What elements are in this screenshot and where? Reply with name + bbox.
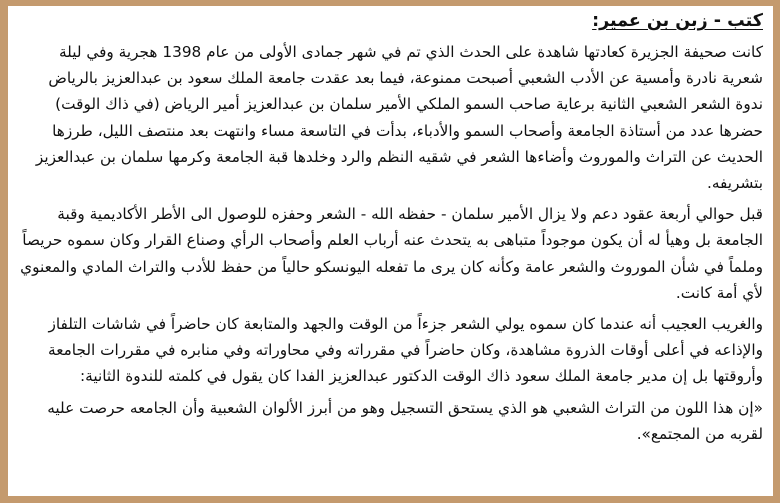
article-quote: «إن هذا اللون من التراث الشعبي هو الذي يستحق التسجيل وهو من أبرز الألوان الشعبية وأن الجامعه حرصت عليه لقربه من المجتمع». [47, 398, 763, 443]
article-paragraph-3: والغريب العجيب أنه عندما كان سموه يولي الشعر جزءاً من الوقت والجهد والمتابعة كان حاضراً في شاشات التلفاز والإذاعه في أعلى أوقات الذروة مشاهدة، وكان حاضراً في مقرراته وفي محاوراته وفي منابره في مقررات الجامعة وأروقتها بل إن مدير جامعة الملك سعود ذاك الوقت الدكتور عبدالعزيز الفدا كان يقول في كلمته للندوة الثانية: [48, 315, 763, 386]
article-byline: كتب - زبن بن عمير: [592, 11, 763, 31]
article-paragraph-2: قبل حوالي أربعة عقود دعم ولا يزال الأمير سلمان - حفظه الله - الشعر وحفزه للوصول الى الأطر الأكاديمية وقبة الجامعة بل وهيأ له أن يكون موجوداً متباهى به يتحدث عنه أرباب العلم وأصحاب الرأي وصناع القرار وكان سموه حريصاً وملماً في شأن الموروث والشعر عامة وكأنه كان يرى ما تفعله اليونسكو حالياً من حفظ للأدب والتراث المادي والمعنوي لأي أمة كانت. [20, 205, 763, 302]
article-body [8, 6, 773, 496]
article-paragraph-1: كانت صحيفة الجزيرة كعادتها شاهدة على الحدث الذي تم في شهر جمادى الأولى من عام 1398 هجرية وفي ليلة شعرية نادرة وأمسية عن الأدب الشعبي أصبحت ممنوعة، فيما بعد عقدت جامعة الملك سعود بن عبدالعزيز بالرياض ندوة الشعر الشعبي الثانية برعاية صاحب السمو الملكي الأمير سلمان بن عبدالعزيز أمير الرياض (في ذاك الوقت) حضرها عدد من أستاذة الجامعة وأصحاب السمو والأدباء، بدأت في التاسعة مساء وانتهت بعد منتصف الليل، طرزها الحديث عن التراث والموروث وأضاءها الشعر في شقيه النظم والرد وخلدها قبة الجامعة وكرمها سلمان بن عبدالعزيز بتشريفه. [35, 43, 763, 193]
